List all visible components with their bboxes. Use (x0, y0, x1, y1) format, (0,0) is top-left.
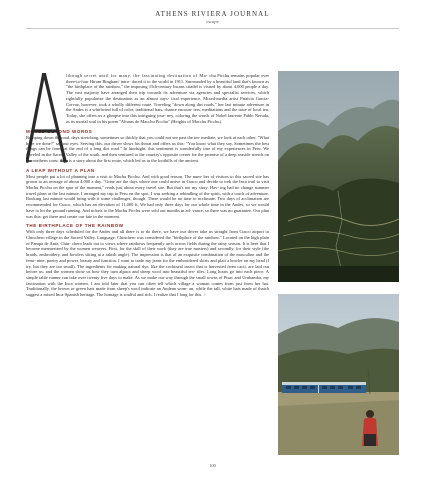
section-text: Bumping down the road, days stretching, sometimes so thickly that you could not see past the im- mediate, we look at each other. "What have we done?" say our eyes. Serving this, our driver slows his throat and offers us this: "You know what they say. Sometimes the best things can be found at the end of a long dirt road." In hindsight, this sentiment is wonderfully true of my experiences in Peru. We traveled in the Sacred Valley of the south, and then ventured to the country's opposite corner for the promise of a deep seaside stretch on the northern coast. This is a story about the first route, which led us to the foothills of the ancient. (26, 134, 269, 163)
train-valley-photo (278, 294, 399, 455)
end-mark: > (203, 292, 206, 298)
magazine-title: ATHENS RIVIERA JOURNAL (155, 10, 270, 18)
article-lede (66, 73, 269, 124)
mountains-photo (278, 71, 399, 282)
section-text: Most people put a lot of planning into a visit to Machu Picchu. And with good reason. The num- ber of visitors to this sacred site has grown to an average of about 4,000 a day. "Gone are the days where one could arrive in Cusco and decide to trek the Inca trail to visit Machu Picchu on the spur of the moment," reads just about every travel site. But that's not my story. Hav- ing had no change summer travel plans at the last minute, I arranged my trip to Peru on the spot. I was seeking a rekindling of the spirit, with a touch of adventure. Booking last minute would bring with it some challenges, though. There would be no time to acclimate. Two days of acclimation are recommended for Cusco, which has an elevation of 11,000 ft. We had only three days for our whole time in the Andes, so we would have to hit the ground running. And tickets to the Machu Picchu were sold out months in ad- vance, so there was no guarantee. Our plan was this: get there and create our fate in the moment. (26, 173, 269, 219)
section-text-body: With only three days scheduled for the Andes and all there is to do there, we have our driver take us straight from Cusco airport to Chinchero village in the Sacred Valley. Language, Chinchero was considered the "birthplace of the rainbow." Located on the high plain of Pampa de Anta, Chin- chero leads out to views where rainbows frequently arch across fields during the rainy season. It is here that I become mesmerized by the women weavers. First, for the skill of their work (they are true masters) and secondly, for their style (the braids, embroidery, and bowlers sitting at a rakish angle). The impression is that of an exquisite combination of the masculine and the femi- nine, poetry and power, beauty and function. I want to trade my jeans for the embroidered skirts and plait a bowler on my head (I try, but they are too small). The ingredients for making natural dye, like the cochineal insect that is harvested from cacti, are laid out before us, and the women show us how they turn alpaca and sheep wool into beautiful tex- tiles. Long hours go into each piece. A simple table runner can take over twenty five days to make. As we make our way through the small towns of Pisac and Urubamba, my fascination with the Inca women, I am told later that you can often tell which village a woman comes from just from her hat. Traditionally, the brown or green hats made from sheep's wool indicate an Andean wom- an, while the tall, white hats made of thatch suggest a mixed Inca-Spanish heritage. The homage is soulful and rich. I realize that I long for this. (26, 229, 269, 298)
dropcap (26, 73, 68, 163)
article-body (26, 73, 269, 455)
lede-lead: lthough secret until for many, the fascinating destination of Ma- (66, 73, 208, 78)
header-rule (26, 28, 399, 29)
section-label: escape (206, 19, 219, 24)
lede-body: chu Picchu remains popular over three-to-four Hiram Bingham' intro- duced it to the world in 1911. Surrounded by a beautiful land that's known as "the birthplace of the rainbow," the imposing 15th-century Incans citadel is visited by about 4,000 people a day. The vast majority have arranged their trip towards its adventure via agencies and specialist services, which rightfully popularize the destination as an almost mys- tical experience. Mixed-media artist Patricia García-Corvaz, however, took a wholly different route. Traveling "down along dirt roads," her last minute adventure in the Andes is a whirlwind full of color, traditional hats, chance encoun- ters, meditations and the taste of local tea. Today, she offers us a glimpse into this intriguing jour- ney, coloring the words of Nobel laureate Pablo Neruda, as its mortal soul in his poem "Alturas de Macchu Picchu" (Heights of Macchu Picchu). (66, 73, 269, 124)
subheading-moved-beyond-words: MOVED BEYOND WORDS (26, 128, 93, 134)
subheading-leap-without-plan: A LEAP WITHOUT A PLAN (26, 167, 95, 173)
section-text (26, 229, 269, 298)
subheading-birthplace-of-rainbow: THE BIRTHPLACE OF THE RAINBOW (26, 223, 124, 229)
page-number: 100 (209, 463, 216, 468)
